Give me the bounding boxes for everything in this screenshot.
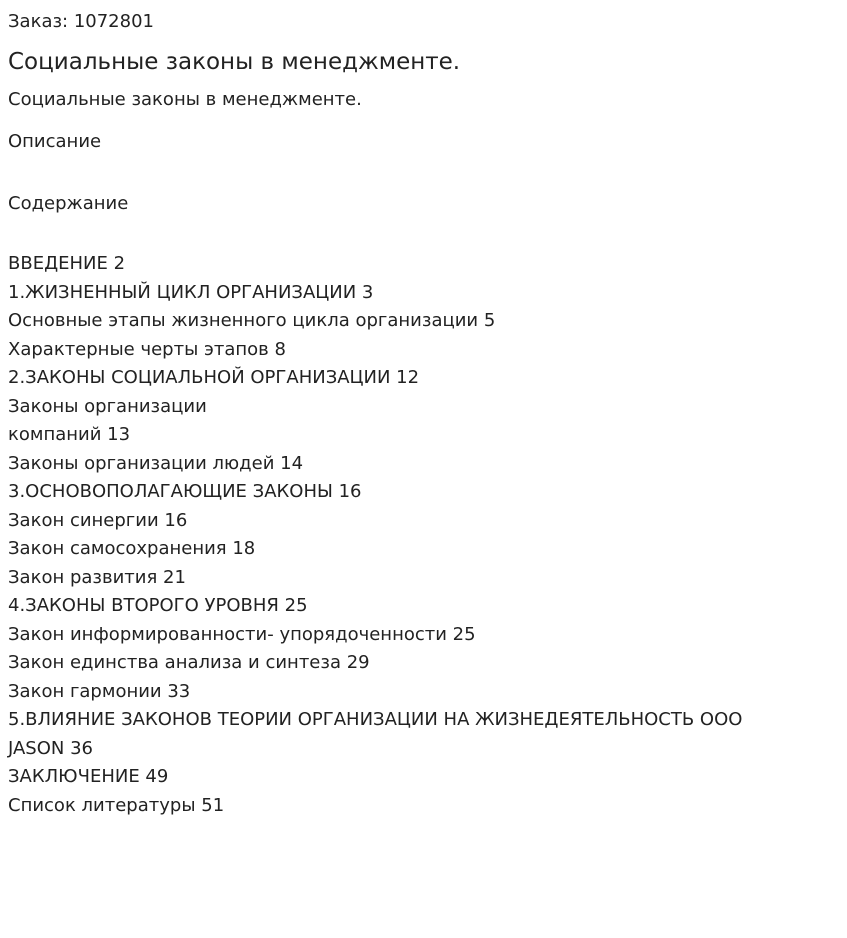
toc-item: 5.ВЛИЯНИЕ ЗАКОНОВ ТЕОРИИ ОРГАНИЗАЦИИ НА ЖИЗНЕДЕЯТЕЛЬНОСТЬ ООО xyxy=(8,709,743,730)
toc-item: Закон самосохранения 18 xyxy=(8,538,256,559)
toc-item: Законы организации людей 14 xyxy=(8,452,304,474)
document-title: Социальные законы в менеджменте. xyxy=(8,49,461,75)
toc-item: Список литературы 51 xyxy=(8,794,225,816)
table-of-contents xyxy=(8,250,742,820)
toc-item: 1.ЖИЗНЕННЫЙ ЦИКЛ ОРГАНИЗАЦИИ 3 xyxy=(8,281,374,303)
toc-item: Характерные черты этапов 8 xyxy=(8,338,286,360)
description-heading: Описание xyxy=(8,131,102,152)
toc-item: Закон единства анализа и синтеза 29 xyxy=(8,652,370,673)
toc-item: Законы организации xyxy=(8,395,207,417)
toc-item: JASON 36 xyxy=(8,737,93,759)
toc-item: 4.ЗАКОНЫ ВТОРОГО УРОВНЯ 25 xyxy=(8,595,308,616)
toc-item: 3.ОСНОВОПОЛАГАЮЩИЕ ЗАКОНЫ 16 xyxy=(8,481,362,502)
document-subtitle: Социальные законы в менеджменте. xyxy=(8,89,362,110)
toc-item: Закон развития 21 xyxy=(8,566,186,588)
content-heading: Содержание xyxy=(8,193,129,214)
toc-item: компаний 13 xyxy=(8,424,131,445)
toc-item: ВВЕДЕНИЕ 2 xyxy=(8,253,126,274)
order-number: Заказ: 1072801 xyxy=(8,11,154,32)
toc-item: Закон гармонии 33 xyxy=(8,680,191,702)
toc-item: ЗАКЛЮЧЕНИЕ 49 xyxy=(8,766,169,787)
toc-item: Закон синергии 16 xyxy=(8,509,188,531)
toc-item: Закон информированности- упорядоченности 25 xyxy=(8,623,476,645)
toc-item: 2.ЗАКОНЫ СОЦИАЛЬНОЙ ОРГАНИЗАЦИИ 12 xyxy=(8,367,420,388)
toc-item: Основные этапы жизненного цикла организации 5 xyxy=(8,310,496,331)
